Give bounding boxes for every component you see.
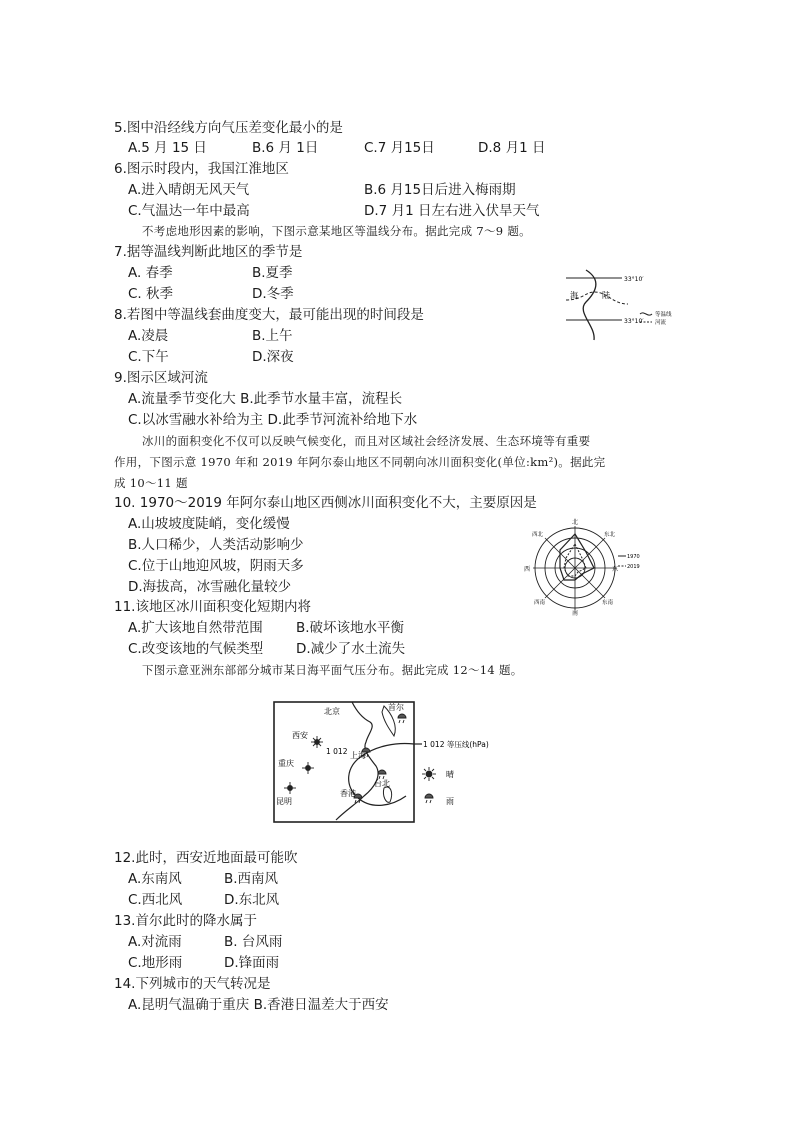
q10-option-b: B.人口稀少，人类活动影响少 bbox=[128, 537, 304, 553]
q5-option-d: D.8 月1 日 bbox=[478, 140, 546, 156]
q9-stem: 9.图示区域河流 bbox=[114, 370, 208, 386]
q8-option-a: A.凌晨 bbox=[128, 328, 169, 344]
map-label-shanghai: 上海 bbox=[350, 751, 366, 760]
rose-label-west: 西 bbox=[524, 566, 531, 573]
q14-options-ab: A.昆明气温确于重庆 B.香港日温差大于西安 bbox=[128, 997, 389, 1013]
isotherm-figure bbox=[556, 262, 686, 344]
intro-12-14: 下图示意亚洲东部部分城市某日海平面气压分布。据此完成 12～14 题。 bbox=[142, 663, 523, 677]
rose-label-east: 东 bbox=[612, 566, 619, 573]
q13-stem: 13.首尔此时的降水属于 bbox=[114, 913, 257, 929]
isotherm-lat-top: 33°10′ bbox=[624, 276, 644, 283]
q11-stem: 11.该地区冰川面积变化短期内将 bbox=[114, 599, 311, 615]
map-label-hongkong: 香港 bbox=[340, 789, 356, 798]
q10-option-c: C.位于山地迎风坡，阴雨天多 bbox=[128, 558, 304, 574]
map-label-beijing: 北京 bbox=[324, 707, 340, 716]
rose-label-northwest: 西北 bbox=[532, 532, 544, 538]
q6-option-a: A.进入晴朗无风天气 bbox=[128, 182, 250, 198]
q13-option-a: A.对流雨 bbox=[128, 934, 182, 950]
isotherm-legend-river: 河流 bbox=[655, 320, 667, 326]
map-legend-rain: 雨 bbox=[446, 797, 454, 806]
q10-option-a: A.山坡坡度陡峭，变化缓慢 bbox=[128, 516, 290, 532]
q12-option-a: A.东南风 bbox=[128, 871, 182, 887]
q10-option-d: D.海拔高，冰雪融化量较少 bbox=[128, 579, 292, 595]
q7-option-a: A. 春季 bbox=[128, 265, 173, 281]
rose-legend-1970: 1970 bbox=[627, 554, 640, 560]
q11-option-a: A.扩大该地自然带范围 bbox=[128, 620, 263, 636]
map-legend-isobar: 1 012 等压线(hPa) bbox=[423, 740, 489, 749]
rose-label-southeast: 东南 bbox=[602, 600, 614, 606]
map-label-xian: 西安 bbox=[292, 731, 308, 740]
rose-label-northeast: 东北 bbox=[604, 532, 616, 538]
q11-option-d: D.减少了水土流失 bbox=[296, 641, 406, 657]
q6-option-d: D.7 月1 日左右进入伏旱天气 bbox=[364, 203, 540, 219]
q5-stem: 5.图中沿经线方向气压差变化最小的是 bbox=[114, 120, 343, 136]
q8-stem: 8.若图中等温线套曲度变大，最可能出现的时间段是 bbox=[114, 307, 424, 323]
map-isobar-value: 1 012 bbox=[326, 747, 348, 756]
q7-option-c: C. 秋季 bbox=[128, 286, 174, 302]
q13-option-c: C.地形雨 bbox=[128, 955, 183, 971]
q5-option-c: C.7 月15日 bbox=[364, 140, 435, 156]
map-label-kunming: 昆明 bbox=[276, 797, 292, 806]
rose-label-southwest: 西南 bbox=[534, 600, 546, 606]
rose-label-north: 北 bbox=[572, 519, 579, 526]
q10-stem: 10. 1970～2019 年阿尔泰山地区西侧冰川面积变化不大，主要原因是 bbox=[114, 495, 537, 511]
q12-option-b: B.西南风 bbox=[224, 871, 279, 887]
map-label-seoul: 首尔 bbox=[388, 703, 404, 712]
q6-stem: 6.图示时段内，我国江淮地区 bbox=[114, 161, 289, 177]
map-label-chongqing: 重庆 bbox=[278, 759, 294, 768]
q8-option-d: D.深夜 bbox=[252, 349, 294, 365]
q12-option-d: D.东北风 bbox=[224, 892, 280, 908]
q7-option-b: B.夏季 bbox=[252, 265, 293, 281]
q7-option-d: D.冬季 bbox=[252, 286, 294, 302]
q5-option-a: A.5 月 15 日 bbox=[128, 140, 207, 156]
q6-option-b: B.6 月15日后进入梅雨期 bbox=[364, 182, 516, 198]
map-label-taipei: 台北 bbox=[374, 779, 390, 788]
isotherm-land-label: 陆 bbox=[602, 291, 610, 300]
q8-option-c: C.下午 bbox=[128, 349, 169, 365]
intro-10-11-line1: 冰川的面积变化不仅可以反映气候变化，而且对区域社会经济发展、生态环境等有重要 bbox=[142, 434, 591, 448]
isotherm-sea-label: 海 bbox=[570, 291, 578, 300]
q12-option-c: C.西北风 bbox=[128, 892, 183, 908]
q13-option-d: D.锋面雨 bbox=[224, 955, 280, 971]
rose-legend-2019: 2019 bbox=[627, 564, 640, 570]
intro-10-11-line2: 作用，下图示意 1970 年和 2019 年阿尔泰山地区不同朝向冰川面积变化(单位:km²)。据此完 bbox=[114, 455, 606, 469]
isotherm-legend-isotherm: 等温线 bbox=[655, 312, 672, 318]
q7-stem: 7.据等温线判断此地区的季节是 bbox=[114, 244, 303, 260]
pressure-map-figure bbox=[266, 696, 510, 828]
q8-option-b: B.上午 bbox=[252, 328, 293, 344]
intro-10-11-line3: 成 10～11 题 bbox=[114, 476, 188, 490]
q11-option-b: B.破坏该地水平衡 bbox=[296, 620, 405, 636]
q11-option-c: C.改变该地的气候类型 bbox=[128, 641, 264, 657]
q9-options-ab: A.流量季节变化大 B.此季节水量丰富，流程长 bbox=[128, 391, 403, 407]
q9-options-cd: C.以冰雪融水补给为主 D.此季节河流补给地下水 bbox=[128, 412, 418, 428]
q6-option-c: C.气温达一年中最高 bbox=[128, 203, 250, 219]
isotherm-lat-bottom: 33°10′ bbox=[624, 318, 644, 325]
q14-stem: 14.下列城市的天气转况是 bbox=[114, 976, 271, 992]
intro-7-9: 不考虑地形因素的影响，下图示意某地区等温线分布。据此完成 7～9 题。 bbox=[142, 224, 531, 238]
map-legend-sunny: 晴 bbox=[446, 770, 454, 779]
rose-label-south: 南 bbox=[572, 610, 579, 616]
q12-stem: 12.此时，西安近地面最可能吹 bbox=[114, 850, 298, 866]
q5-option-b: B.6 月 1日 bbox=[252, 140, 319, 156]
q13-option-b: B. 台风雨 bbox=[224, 934, 283, 950]
glacier-rose-figure bbox=[520, 516, 640, 616]
